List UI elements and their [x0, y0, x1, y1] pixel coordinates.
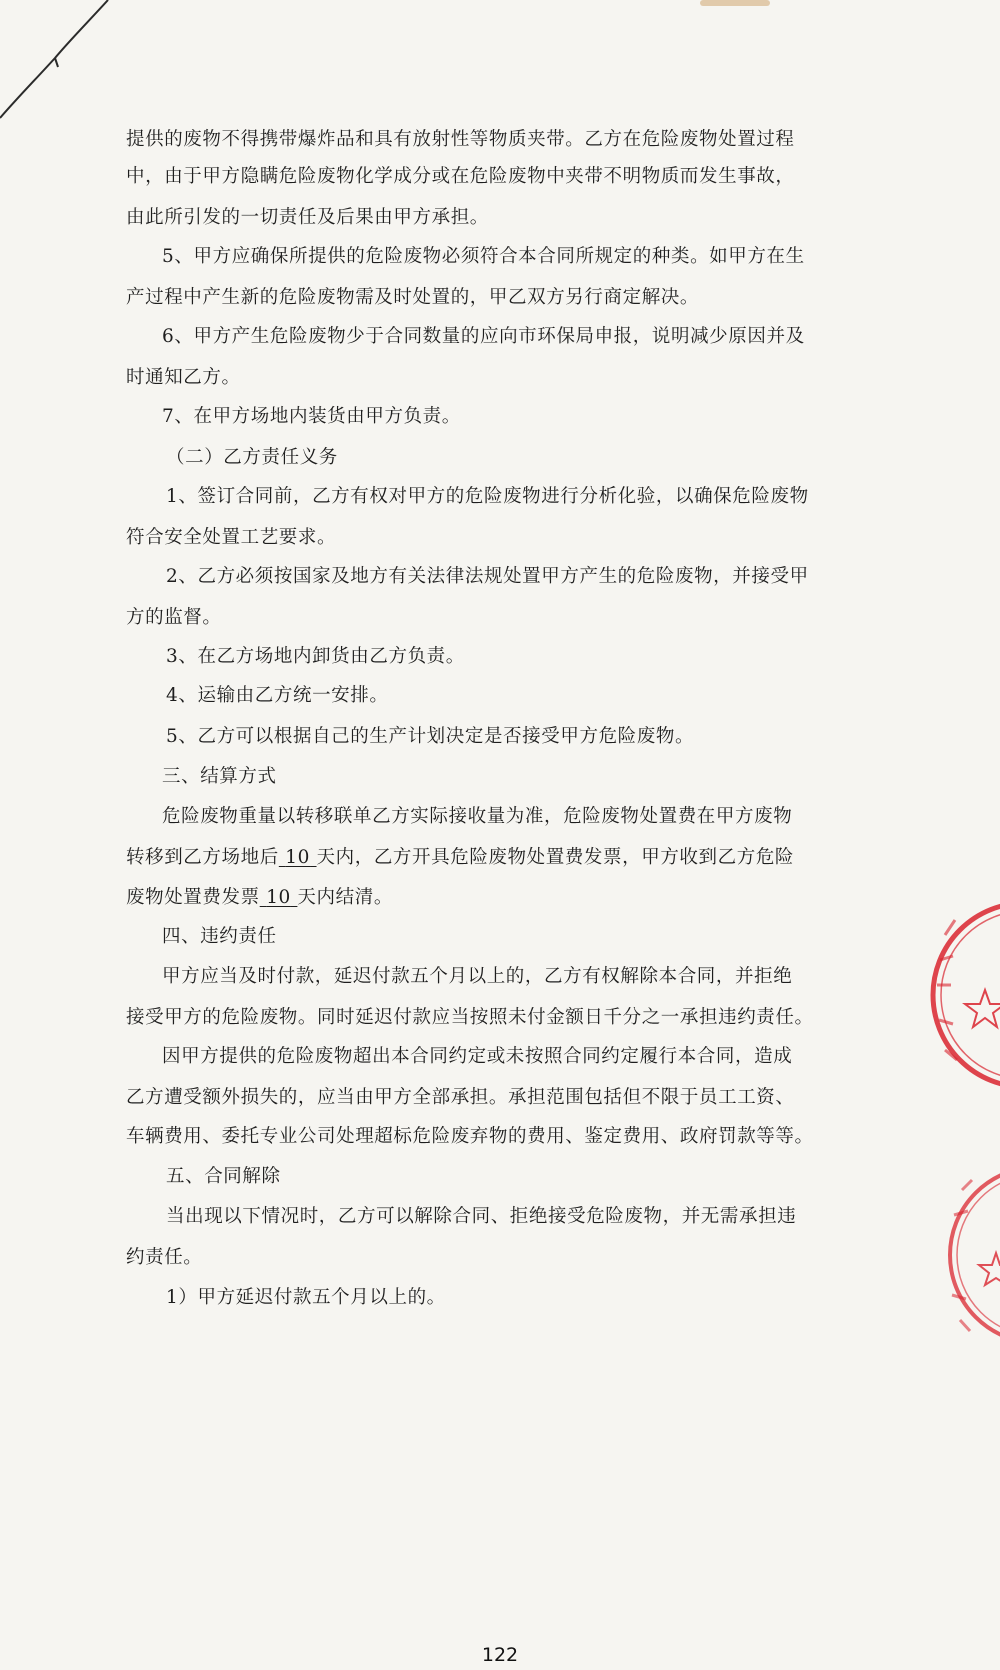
days-value: 10: [285, 847, 311, 868]
paragraph-line: 危险废物重量以转移联单乙方实际接收量为准，危险废物处置费在甲方废物: [162, 806, 793, 827]
section-heading: 五、合同解除: [166, 1166, 281, 1187]
line-text: 天内结清。: [297, 887, 393, 908]
paragraph-line: 2、乙方必须按国家及地方有关法律法规处置甲方产生的危险废物，并接受甲: [166, 566, 809, 587]
paragraph-line: 7、在甲方场地内装货由甲方负责。: [162, 406, 461, 427]
paragraph-line: 中，由于甲方隐瞒危险废物化学成分或在危险废物中夹带不明物质而发生事故，: [126, 166, 795, 187]
line-text: 转移到乙方场地后: [126, 847, 279, 868]
paragraph-line: 提供的废物不得携带爆炸品和具有放射性等物质夹带。乙方在危险废物处置过程: [126, 129, 795, 150]
paragraph-line: 5、甲方应确保所提供的危险废物必须符合本合同所规定的种类。如甲方在生: [162, 246, 805, 267]
page-number: 122: [481, 1644, 519, 1666]
paragraph-line: [126, 886, 393, 910]
paragraph-line: 乙方遭受额外损失的，应当由甲方全部承担。承担范围包括但不限于员工工资、: [126, 1087, 795, 1108]
days-blank: [279, 847, 317, 868]
paragraph-line: 车辆费用、委托专业公司处理超标危险废弃物的费用、鉴定费用、政府罚款等等。: [126, 1126, 814, 1147]
days-blank: [260, 887, 298, 908]
paragraph-line: 符合安全处置工艺要求。: [126, 527, 337, 548]
paragraph-line: 1）甲方延迟付款五个月以上的。: [166, 1287, 446, 1308]
paragraph-line: 4、运输由乙方统一安排。: [166, 685, 389, 706]
seal-stamp: [925, 890, 1000, 1100]
section-heading: 三、结算方式: [162, 766, 277, 787]
paragraph-line: 甲方应当及时付款，延迟付款五个月以上的，乙方有权解除本合同，并拒绝: [162, 966, 793, 987]
paragraph-line: 时通知乙方。: [126, 367, 241, 388]
section-heading: （二）乙方责任义务: [166, 447, 338, 468]
paragraph-line: 产过程中产生新的危险废物需及时处置的，甲乙双方另行商定解决。: [126, 287, 700, 308]
paragraph-line: 接受甲方的危险废物。同时延迟付款应当按照未付金额日千分之一承担违约责任。: [126, 1007, 814, 1028]
page-corner-fold: [0, 0, 140, 130]
paragraph-line: 1、签订合同前，乙方有权对甲方的危险废物进行分析化验，以确保危险废物: [166, 486, 809, 507]
paragraph-line: 因甲方提供的危险废物超出本合同约定或未按照合同约定履行本合同，造成: [162, 1046, 793, 1067]
paragraph-line: 当出现以下情况时，乙方可以解除合同、拒绝接受危险废物，并无需承担违: [166, 1206, 797, 1227]
paragraph-line: 由此所引发的一切责任及后果由甲方承担。: [126, 207, 489, 228]
paragraph-line: [126, 846, 794, 870]
paragraph-line: 5、乙方可以根据自己的生产计划决定是否接受甲方危险废物。: [166, 726, 695, 747]
paragraph-line: 3、在乙方场地内卸货由乙方负责。: [166, 646, 465, 667]
paper-smudge: [700, 0, 770, 6]
paragraph-line: 方的监督。: [126, 607, 222, 628]
seal-stamp: [938, 1155, 1000, 1355]
section-heading: 四、违约责任: [162, 926, 277, 947]
paragraph-line: 6、甲方产生危险废物少于合同数量的应向市环保局申报，说明减少原因并及: [162, 326, 805, 347]
line-text: 废物处置费发票: [126, 887, 260, 908]
paragraph-line: 约责任。: [126, 1247, 203, 1268]
line-text: 天内，乙方开具危险废物处置费发票，甲方收到乙方危险: [316, 847, 795, 868]
days-value: 10: [266, 887, 291, 908]
